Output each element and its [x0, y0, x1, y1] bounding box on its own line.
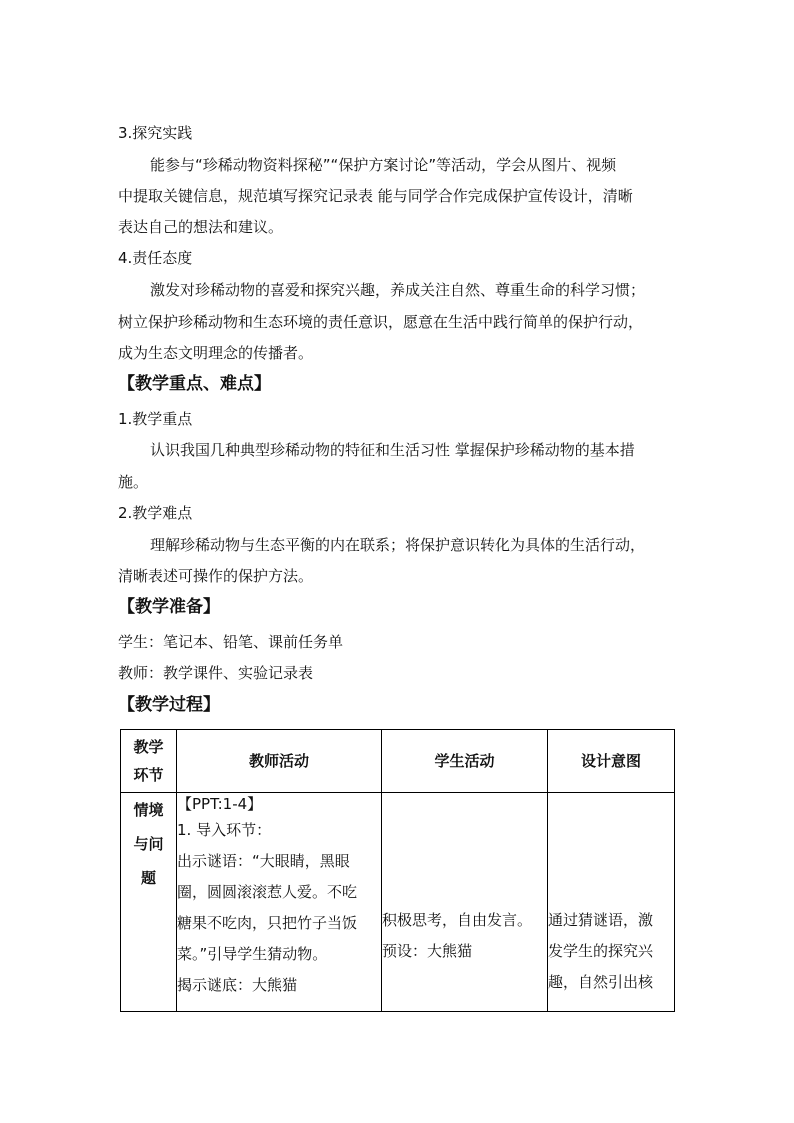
practice-title: 3.探究实践 — [118, 124, 193, 142]
attitude-title: 4.责任态度 — [118, 249, 193, 267]
teacher-line-3: 出示谜语：“大眼睛，黑眼 — [177, 852, 350, 870]
prep-student: 学生：笔记本、铅笔、课前任务单 — [118, 633, 344, 651]
stage-cell — [121, 793, 177, 1012]
design-intent-cell — [548, 793, 675, 1012]
stage-line-2: 与问 — [133, 835, 164, 853]
process-heading: 【教学过程】 — [118, 695, 220, 715]
intent-line-2: 发学生的探究兴 — [548, 942, 654, 960]
stage-line-3: 题 — [140, 869, 156, 887]
prep-heading: 【教学准备】 — [118, 597, 220, 617]
difficulty-title: 2.教学难点 — [118, 504, 193, 522]
student-line-1: 积极思考，自由发言。 — [382, 911, 533, 929]
stage-line-1: 情境 — [133, 801, 164, 819]
attitude-line-2: 树立保护珍稀动物和生态环境的责任意识，愿意在生活中践行简单的保护行动， — [118, 313, 644, 331]
attitude-line-3: 成为生态文明理念的传播者。 — [118, 344, 314, 362]
teacher-line-5: 糖果不吃肉，只把竹子当饭 — [177, 914, 358, 932]
intent-line-1: 通过猜谜语，激 — [548, 911, 654, 929]
header-teacher-activity: 教师活动 — [177, 730, 382, 793]
attitude-line-1: 激发对珍稀动物的喜爱和探究兴趣，养成关注自然、尊重生命的科学习惯； — [150, 281, 646, 299]
practice-line-1: 能参与“珍稀动物资料探秘”“保护方案讨论”等活动，学会从图片、视频 — [150, 156, 617, 174]
table-row — [121, 793, 675, 1012]
student-activity-cell — [382, 793, 548, 1012]
practice-line-2: 中提取关键信息，规范填写探究记录表 能与同学合作完成保护宣传设计，清晰 — [118, 187, 633, 205]
table-header-row — [121, 730, 675, 793]
teacher-line-4: 圈，圆圆滚滚惹人爱。不吃 — [177, 883, 358, 901]
teacher-line-7: 揭示谜底：大熊猫 — [177, 976, 298, 994]
difficulty-line-2: 清晰表述可操作的保护方法。 — [118, 567, 314, 585]
teacher-line-6: 菜。”引导学生猜动物。 — [177, 945, 328, 963]
key-point-line-2: 施。 — [118, 473, 149, 491]
teacher-line-1: 【PPT:1-4】 — [177, 795, 263, 813]
teaching-process-table — [120, 729, 675, 1012]
key-difficulty-heading: 【教学重点、难点】 — [118, 374, 271, 394]
student-line-2: 预设：大熊猫 — [382, 942, 473, 960]
intent-line-3: 趣，自然引出核 — [548, 973, 654, 991]
header-stage-line-1: 教学 — [133, 738, 164, 756]
teacher-activity-cell — [177, 793, 382, 1012]
header-design-intent: 设计意图 — [548, 730, 675, 793]
header-stage — [121, 730, 177, 793]
header-stage-line-2: 环节 — [133, 766, 164, 784]
prep-teacher: 教师：教学课件、实验记录表 — [118, 664, 314, 682]
teacher-line-2: 1. 导入环节： — [177, 821, 272, 839]
header-student-activity: 学生活动 — [382, 730, 548, 793]
practice-line-3: 表达自己的想法和建议。 — [118, 218, 284, 236]
difficulty-line-1: 理解珍稀动物与生态平衡的内在联系；将保护意识转化为具体的生活行动， — [150, 536, 646, 554]
key-point-line-1: 认识我国几种典型珍稀动物的特征和生活习性 掌握保护珍稀动物的基本措 — [150, 441, 635, 459]
key-point-title: 1.教学重点 — [118, 410, 193, 428]
